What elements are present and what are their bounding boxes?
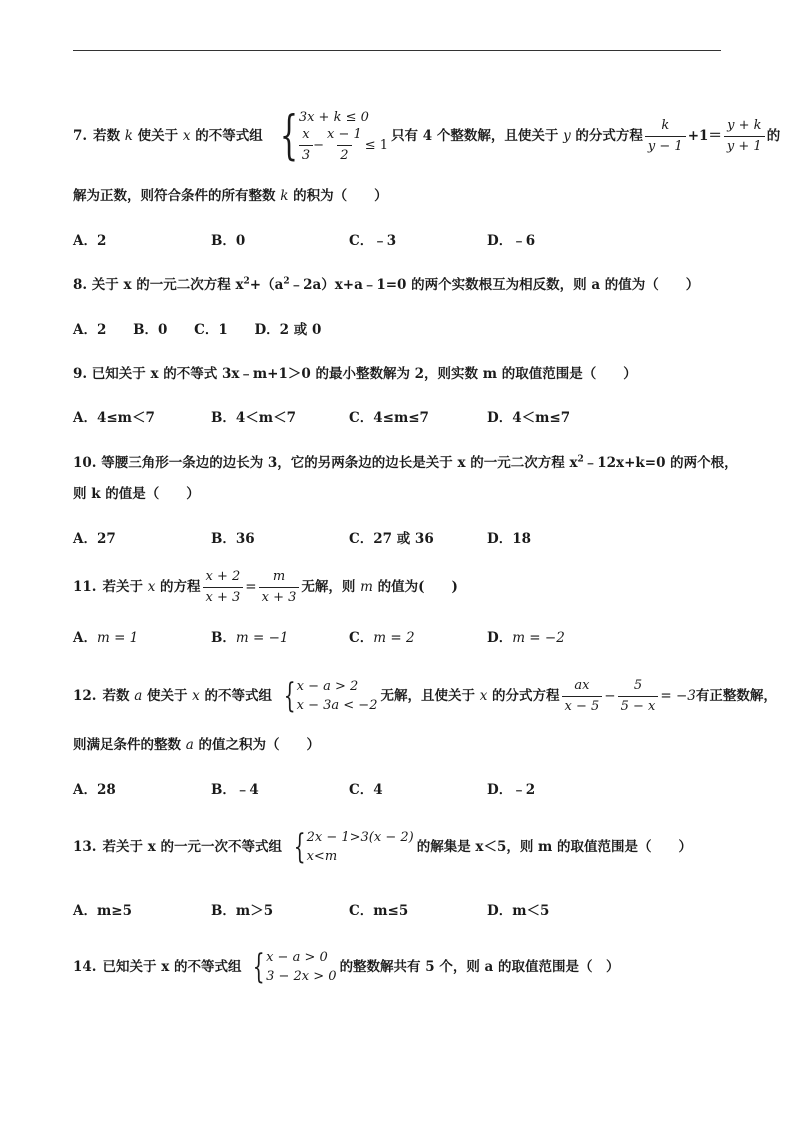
- question-12-line-2: 则满足条件的整数 a 的值之积为（ ）: [73, 737, 320, 753]
- question-10: 10. 等腰三角形一条边的边长为 3，它的另两条边的边长是关于 x 的一元二次方程 $x^2﹣12x+k=0$ 的两个根，: [73, 454, 738, 471]
- option-b[interactable]: B．m＞5: [211, 903, 274, 919]
- question-9-options: [73, 406, 723, 426]
- option-b[interactable]: B．﹣4: [211, 782, 259, 798]
- option-a[interactable]: A．27: [73, 531, 116, 547]
- question-8-options: [73, 318, 723, 338]
- fraction: $\frac{m}{x + 3}$: [259, 569, 300, 606]
- question-11-options: [73, 626, 723, 646]
- fraction: $\frac{y + k}{y + 1}$: [724, 118, 765, 155]
- question-number: 10.: [73, 455, 97, 471]
- question-number: 12.: [73, 688, 97, 704]
- fraction: $\frac{ax}{x - 5}$: [562, 678, 603, 715]
- question-number: 14.: [73, 959, 97, 975]
- option-c[interactable]: C．4≤m≤7: [349, 410, 429, 426]
- system-row-2: x − 3a < −2: [296, 698, 378, 713]
- system-row-2: $\frac{x}{3}$ − $\frac{x - 1}{2}$ ≤ 1: [299, 127, 388, 164]
- system-row-1: x − a > 0: [266, 950, 328, 965]
- option-d[interactable]: D．m = −2: [487, 630, 565, 646]
- question-8: 8. 关于 x 的一元二次方程 $x^2+(a^2﹣2a)x+a﹣1=0$ 的两个实数根互为相反数，则 a 的值为（ ）: [73, 276, 700, 293]
- question-7: 7. 若数 k 使关于 x 的不等式组 { 3x + k ≤ 0 $\frac{x}{3}$ − $\frac{x - 1}{2}$ ≤ 1 只有 4 个整数解，且使关于 y 的分式方程 $\frac{k}{y - 1}$ +1＝ $\frac{y + k}{y + 1}$ 的: [73, 106, 781, 166]
- fraction: $\frac{x + 2}{x + 3}$: [203, 569, 244, 606]
- question-number: 13.: [73, 839, 97, 855]
- question-9: 9. 已知关于 x 的不等式 3x﹣m+1＞0 的最小整数解为 2，则实数 m 的取值范围是（ ）: [73, 366, 637, 382]
- option-d[interactable]: D．18: [487, 531, 531, 547]
- option-b[interactable]: B．4＜m＜7: [211, 410, 296, 426]
- option-d[interactable]: D．4＜m≤7: [487, 410, 571, 426]
- question-7-options: [73, 229, 723, 249]
- inequality-system: { 3x + k ≤ 0 $\frac{x}{3}$ − $\frac{x - 1}{2}$ ≤ 1: [279, 106, 389, 166]
- question-number: 8.: [73, 277, 88, 293]
- option-c[interactable]: C．1: [194, 322, 228, 338]
- inequality-system: { 2x − 1>3(x − 2) x<m: [293, 827, 414, 867]
- option-d[interactable]: D．2 或 0: [254, 322, 322, 338]
- option-c[interactable]: C．m≤5: [349, 903, 409, 919]
- question-11: 11. 若关于 x 的方程 $\frac{x + 2}{x + 3}$ = $\frac{m}{x + 3}$ 无解，则 m 的值为( ): [73, 568, 458, 605]
- option-a[interactable]: A．28: [73, 782, 116, 798]
- option-c[interactable]: C．﹣3: [349, 233, 397, 249]
- option-b[interactable]: B．0: [211, 233, 246, 249]
- option-a[interactable]: A．2: [73, 322, 107, 338]
- question-13-options: [73, 899, 723, 919]
- option-a[interactable]: A．m = 1: [73, 630, 139, 646]
- question-10-options: [73, 527, 723, 547]
- option-d[interactable]: D．m＜5: [487, 903, 550, 919]
- option-b[interactable]: B．36: [211, 531, 255, 547]
- question-14: 14. 已知关于 x 的不等式组 { x − a > 0 3 − 2x > 0 的整数解共有 5 个，则 a 的取值范围是（ ）: [73, 947, 620, 987]
- option-a[interactable]: A．4≤m＜7: [73, 410, 155, 426]
- option-d[interactable]: D．﹣6: [487, 233, 536, 249]
- question-number: 9.: [73, 366, 88, 382]
- fraction: $\frac{5}{5 - x}$: [618, 678, 659, 715]
- question-7-line-2: 解为正数，则符合条件的所有整数 k 的积为（ ）: [73, 188, 388, 204]
- option-b[interactable]: B．m = −1: [211, 630, 289, 646]
- inequality-system: { x − a > 2 x − 3a < −2: [283, 676, 378, 716]
- option-b[interactable]: B．0: [133, 322, 168, 338]
- question-number: 7.: [73, 128, 88, 144]
- option-d[interactable]: D．﹣2: [487, 782, 536, 798]
- option-c[interactable]: C．4: [349, 782, 383, 798]
- option-a[interactable]: A．2: [73, 233, 107, 249]
- question-10-line-2: 则 k 的值是（ ）: [73, 486, 200, 502]
- fraction: $\frac{k}{y - 1}$: [645, 118, 686, 155]
- system-row-2: x<m: [306, 849, 338, 864]
- option-c[interactable]: C．27 或 36: [349, 531, 434, 547]
- header-rule: [73, 50, 721, 51]
- system-row-1: x − a > 2: [296, 679, 359, 694]
- question-number: 11.: [73, 579, 97, 595]
- inequality-system: { x − a > 0 3 − 2x > 0: [253, 947, 337, 987]
- system-row-1: 3x + k ≤ 0: [298, 110, 369, 125]
- question-13: 13. 若关于 x 的一元一次不等式组 { 2x − 1>3(x − 2) x<m 的解集是 x＜5，则 m 的取值范围是（ ）: [73, 827, 693, 867]
- option-a[interactable]: A．m≥5: [73, 903, 132, 919]
- option-c[interactable]: C．m = 2: [349, 630, 415, 646]
- system-row-2: 3 − 2x > 0: [266, 969, 337, 984]
- question-12: 12. 若数 a 使关于 x 的不等式组 { x − a > 2 x − 3a < −2 无解，且使关于 x 的分式方程 $\frac{ax}{x - 5}$ − $\frac{5}{5 - x}$ = −3 有正整数解，: [73, 676, 777, 716]
- question-12-options: [73, 778, 723, 798]
- system-row-1: 2x − 1>3(x − 2): [306, 830, 414, 845]
